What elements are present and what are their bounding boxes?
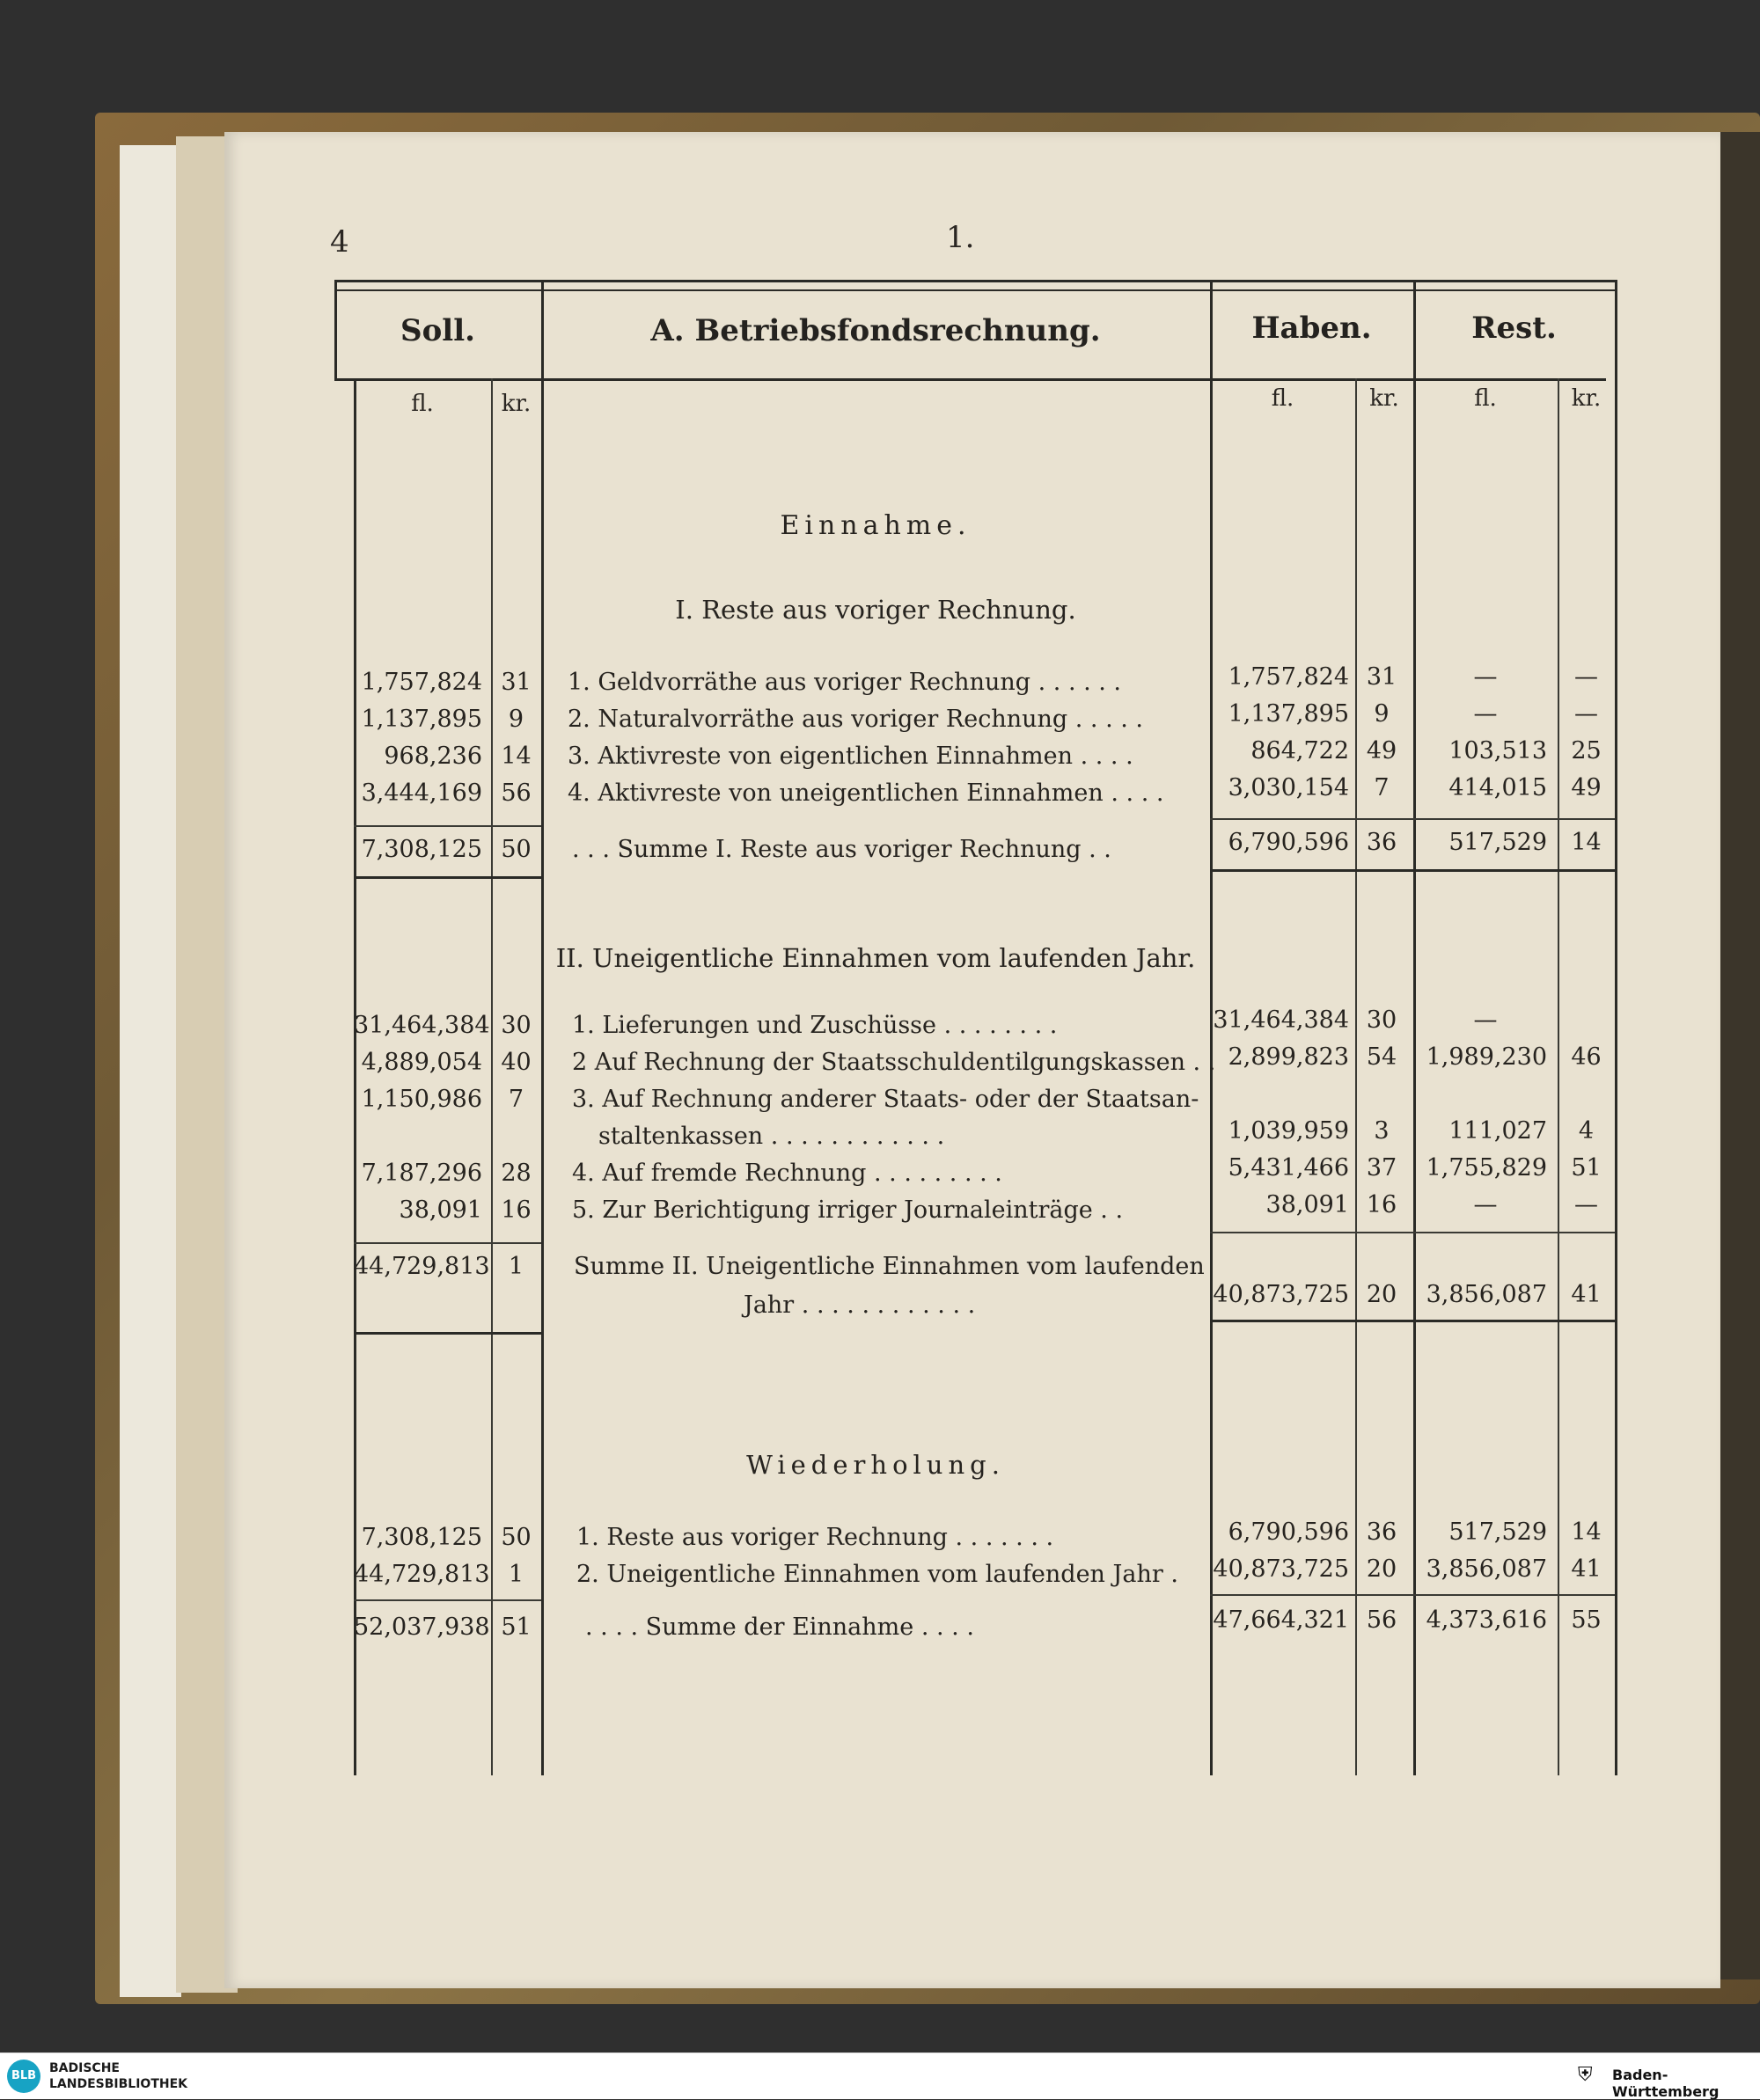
haben-kr: 36 — [1366, 829, 1397, 856]
rest-kr: 55 — [1571, 1606, 1602, 1634]
sum-1-haben-rule-bottom — [1210, 869, 1615, 872]
blb-logo-icon[interactable]: BLB — [7, 2060, 40, 2093]
footer-bar — [0, 2052, 1760, 2099]
haben-kr: 54 — [1366, 1043, 1397, 1071]
rest-kr: — — [1574, 663, 1598, 691]
haben-fl: 47,664,321 — [1213, 1606, 1349, 1634]
soll-fl: 7,187,296 — [361, 1160, 482, 1187]
table-top-rule — [334, 280, 1617, 291]
rest-kr: 4 — [1578, 1117, 1595, 1145]
sum-2-soll-rule-bottom — [354, 1332, 541, 1335]
row-label: 5. Zur Berichtigung irriger Journaleinträge . . — [572, 1196, 1124, 1224]
row-label: 1. Reste aus voriger Rechnung . . . . . . . — [576, 1524, 1054, 1551]
sum-2-soll-rule — [354, 1242, 541, 1244]
haben-fl: 1,039,959 — [1228, 1117, 1349, 1145]
row-label: 4. Auf fremde Rechnung . . . . . . . . . — [572, 1160, 1002, 1187]
soll-fl: 44,729,813 — [354, 1253, 490, 1280]
haben-fl: 864,722 — [1250, 737, 1349, 765]
haben-kr: 37 — [1366, 1154, 1397, 1182]
row-label-cont: staltenkassen . . . . . . . . . . . . — [598, 1123, 945, 1150]
rest-kr: 49 — [1571, 774, 1602, 801]
soll-fl: 3,444,169 — [361, 779, 482, 807]
header-rest: Rest. — [1471, 311, 1557, 346]
row-label-cont: Jahr . . . . . . . . . . . . — [744, 1291, 976, 1319]
rest-fl: — — [1473, 663, 1498, 691]
rest-kr: 41 — [1571, 1281, 1602, 1308]
haben-kr: 20 — [1366, 1281, 1397, 1308]
soll-kr: 50 — [501, 836, 532, 863]
row-label: 3. Aktivreste von eigentlichen Einnahmen . . . . — [568, 743, 1133, 770]
soll-kr: 50 — [501, 1524, 532, 1551]
sum-1-soll-rule — [354, 825, 541, 827]
rest-fl: 111,027 — [1448, 1117, 1547, 1145]
unit-soll-kr: kr. — [501, 391, 532, 417]
header-title: A. Betriebsfondsrechnung. — [650, 313, 1101, 348]
library-name-line2: LANDESBIBLIOTHEK — [49, 2077, 188, 2091]
soll-fl: 4,889,054 — [361, 1049, 482, 1076]
rest-fl: 4,373,616 — [1426, 1606, 1547, 1634]
haben-kr: 30 — [1366, 1006, 1397, 1034]
haben-fl: 6,790,596 — [1228, 829, 1349, 856]
soll-kr: 30 — [501, 1012, 532, 1039]
soll-kr: 1 — [508, 1253, 524, 1280]
sheet-signature: 1. — [946, 220, 975, 255]
library-name — [49, 2060, 187, 2092]
soll-kr: 28 — [501, 1160, 532, 1187]
soll-kr: 7 — [508, 1086, 524, 1113]
haben-fl: 1,137,895 — [1228, 700, 1349, 728]
soll-kr: 1 — [508, 1561, 524, 1588]
unit-soll-fl: fl. — [411, 391, 434, 417]
unit-rest-kr: kr. — [1571, 385, 1602, 412]
rest-kr: 14 — [1571, 1518, 1602, 1546]
account-table — [334, 280, 1617, 1777]
soll-fl: 1,150,986 — [361, 1086, 482, 1113]
haben-kr: 20 — [1366, 1555, 1397, 1583]
total-haben-rule — [1210, 1594, 1615, 1596]
haben-kr: 9 — [1374, 700, 1390, 728]
haben-fl: 1,757,824 — [1228, 663, 1349, 691]
soll-fl: 1,757,824 — [361, 669, 482, 696]
soll-fl: 7,308,125 — [361, 1524, 482, 1551]
frame-right — [1615, 280, 1617, 1775]
unit-haben-kr: kr. — [1369, 385, 1399, 412]
row-label: 1. Geldvorräthe aus voriger Rechnung . . . . . . — [568, 669, 1122, 696]
unit-haben-fl: fl. — [1271, 385, 1294, 412]
page-edge — [120, 145, 181, 1997]
rest-fl: — — [1473, 1006, 1498, 1034]
haben-fl: 40,873,725 — [1213, 1555, 1349, 1583]
rest-fl: — — [1473, 700, 1498, 728]
rest-kr: 41 — [1571, 1555, 1602, 1583]
section-repeat-title: Wiederholung. — [746, 1450, 1005, 1480]
soll-fl: 38,091 — [399, 1196, 482, 1224]
rest-fl: 517,529 — [1448, 829, 1547, 856]
sum-2-haben-rule — [1210, 1232, 1615, 1233]
total-soll-rule — [354, 1599, 541, 1601]
rest-fl: 103,513 — [1448, 737, 1547, 765]
haben-kr: 31 — [1366, 663, 1397, 691]
haben-kr: 7 — [1374, 774, 1390, 801]
row-label: . . . Summe I. Reste aus voriger Rechnung . . — [572, 836, 1111, 863]
rest-fl: 3,856,087 — [1426, 1555, 1547, 1583]
row-label: 3. Auf Rechnung anderer Staats- oder der Staatsan- — [572, 1086, 1199, 1113]
soll-kr: 40 — [501, 1049, 532, 1076]
rest-fl: 3,856,087 — [1426, 1281, 1547, 1308]
row-label: 2. Uneigentliche Einnahmen vom laufenden Jahr . — [576, 1561, 1178, 1588]
rest-fl: 1,755,829 — [1426, 1154, 1547, 1182]
soll-fl: 44,729,813 — [354, 1561, 490, 1588]
rest-kr: 46 — [1571, 1043, 1602, 1071]
soll-fl: 1,137,895 — [361, 706, 482, 733]
soll-kr: 9 — [508, 706, 524, 733]
haben-kr: 56 — [1366, 1606, 1397, 1634]
page-number: 4 — [330, 224, 349, 260]
soll-fl: 31,464,384 — [354, 1012, 490, 1039]
soll-kr: 51 — [501, 1613, 532, 1641]
soll-kr: 16 — [501, 1196, 532, 1224]
haben-kr: 49 — [1366, 737, 1397, 765]
coat-of-arms-icon: ⛨ — [1578, 2064, 1593, 2086]
haben-fl: 6,790,596 — [1228, 1518, 1349, 1546]
haben-fl: 3,030,154 — [1228, 774, 1349, 801]
unit-rest-fl: fl. — [1474, 385, 1497, 412]
haben-kr: 3 — [1374, 1117, 1390, 1145]
haben-fl: 38,091 — [1265, 1191, 1349, 1218]
col-text-left — [541, 280, 544, 1775]
state-name[interactable]: Baden-Württemberg — [1612, 2067, 1720, 2100]
rest-fl: — — [1473, 1191, 1498, 1218]
haben-fl: 31,464,384 — [1213, 1006, 1349, 1034]
rest-kr: — — [1574, 1191, 1598, 1218]
soll-fl: 52,037,938 — [354, 1613, 490, 1641]
haben-fl: 40,873,725 — [1213, 1281, 1349, 1308]
haben-fl: 2,899,823 — [1228, 1043, 1349, 1071]
soll-kr: 14 — [501, 743, 532, 770]
section-1-title: I. Reste aus voriger Rechnung. — [675, 595, 1076, 625]
rest-kr: 51 — [1571, 1154, 1602, 1182]
header-haben: Haben. — [1251, 311, 1372, 346]
rest-kr: 14 — [1571, 829, 1602, 856]
row-label: 2. Naturalvorräthe aus voriger Rechnung . . . . . — [568, 706, 1143, 733]
library-name-line1: BADISCHE — [49, 2061, 120, 2075]
soll-fl: 968,236 — [384, 743, 482, 770]
rest-kr: 25 — [1571, 737, 1602, 765]
haben-kr: 16 — [1366, 1191, 1397, 1218]
sum-1-soll-rule-bottom — [354, 876, 541, 879]
haben-fl: 5,431,466 — [1228, 1154, 1349, 1182]
header-soll: Soll. — [400, 313, 475, 348]
sum-2-haben-rule-bottom — [1210, 1320, 1615, 1322]
section-2-title: II. Uneigentliche Einnahmen vom laufenden Jahr. — [555, 943, 1196, 973]
row-label: 4. Aktivreste von uneigentlichen Einnahmen . . . . — [568, 779, 1164, 807]
row-label: 1. Lieferungen und Zuschüsse . . . . . . . . — [572, 1012, 1058, 1039]
soll-kr: 31 — [501, 669, 532, 696]
rest-fl: 1,989,230 — [1426, 1043, 1547, 1071]
sum-1-haben-rule — [1210, 818, 1615, 820]
soll-fl: 7,308,125 — [361, 836, 482, 863]
rest-fl: 414,015 — [1448, 774, 1547, 801]
section-einnahme: Einnahme. — [780, 510, 972, 541]
row-label: . . . . Summe der Einnahme . . . . — [585, 1613, 974, 1641]
rest-fl: 517,529 — [1448, 1518, 1547, 1546]
row-label: 2 Auf Rechnung der Staatsschuldentilgungskassen . . — [572, 1049, 1216, 1076]
rest-kr: — — [1574, 700, 1598, 728]
soll-kr: 56 — [501, 779, 532, 807]
row-label: Summe II. Uneigentliche Einnahmen vom laufenden — [574, 1253, 1205, 1280]
haben-kr: 36 — [1366, 1518, 1397, 1546]
